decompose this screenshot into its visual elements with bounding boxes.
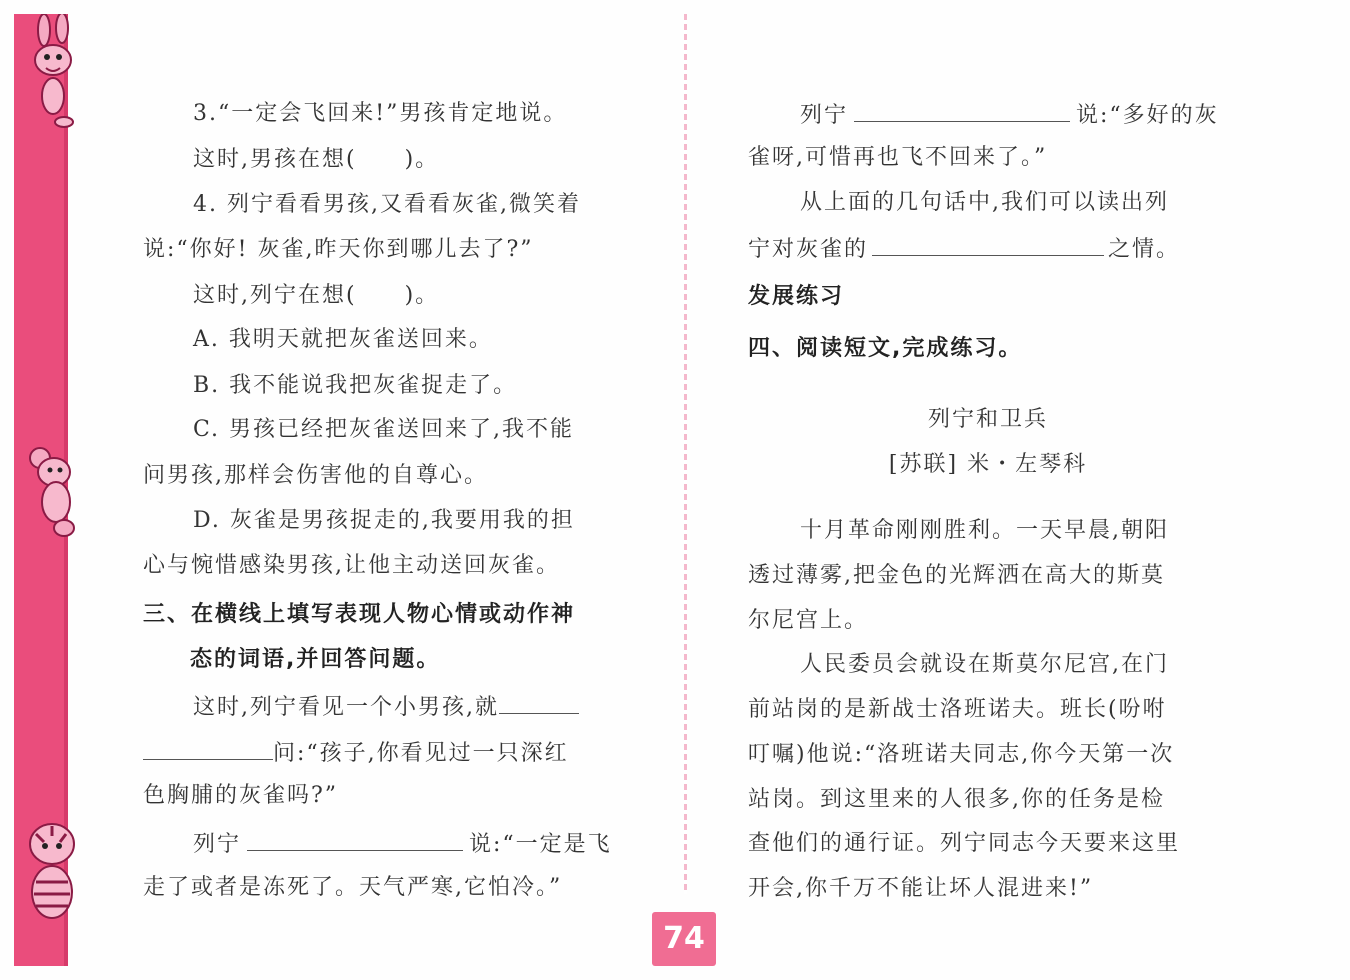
- p2-line4: 站岗。到这里来的人很多,你的任务是检: [748, 787, 1165, 812]
- option-b: B. 我不能说我把灰雀捉走了。: [193, 373, 518, 398]
- section3-heading-line2: 态的词语,并回答问题。: [190, 647, 441, 672]
- story-title: 列宁和卫兵: [927, 407, 1048, 432]
- q4-line3: 这时,列宁在想( )。: [193, 283, 440, 308]
- fill1-text-b: 问:“孩子,你看见过一只深红: [273, 741, 569, 766]
- option-d-line2: 心与惋惜感染男孩,让他主动送回灰雀。: [143, 553, 560, 578]
- infer-blank[interactable]: [872, 233, 1104, 256]
- fill3-blank[interactable]: [854, 99, 1070, 122]
- fill3-line1: [800, 99, 1219, 131]
- fill3-line2: 雀呀,可惜再也飞不回来了。”: [748, 145, 1048, 170]
- fill2-text-a: 列宁: [193, 832, 242, 857]
- story-author: [苏联] 米・左琴科: [888, 452, 1088, 477]
- fill1-line3: 色胸脯的灰雀吗?”: [143, 783, 339, 808]
- section4-heading: 四、阅读短文,完成练习。: [748, 336, 1023, 361]
- q3-line1: 3.“一定会飞回来!”男孩肯定地说。: [193, 101, 568, 126]
- development-practice-heading: 发展练习: [748, 284, 845, 309]
- fill3-text-a: 列宁: [800, 103, 849, 128]
- p2-line6: 开会,你千万不能让坏人混进来!”: [748, 876, 1094, 901]
- q3-line2: 这时,男孩在想( )。: [193, 147, 440, 172]
- fill2-text-b: 说:“一定是飞: [469, 832, 612, 857]
- p1-line2: 透过薄雾,把金色的光辉洒在高大的斯莫: [748, 563, 1165, 588]
- infer-line1: 从上面的几句话中,我们可以读出列: [800, 190, 1169, 215]
- fill2-blank[interactable]: [247, 828, 463, 851]
- page-number: 74: [652, 912, 716, 966]
- rabbit-cartoon-icon: [22, 14, 86, 130]
- center-fold-line: [684, 14, 687, 894]
- tiger-cartoon-icon: [18, 812, 84, 930]
- q4-line1: 4. 列宁看看男孩,又看看灰雀,微笑着: [193, 192, 581, 217]
- fill1-line2: [143, 737, 569, 769]
- fill2-line1: [193, 828, 612, 860]
- option-c-line1: C. 男孩已经把灰雀送回来了,我不能: [193, 417, 575, 442]
- p2-line3: 叮嘱)他说:“洛班诺夫同志,你今天第一次: [748, 742, 1175, 767]
- infer-line2: [748, 233, 1180, 265]
- infer-text-b: 之情。: [1108, 237, 1181, 262]
- p2-line2: 前站岗的是新战士洛班诺夫。班长(吩咐: [748, 697, 1167, 722]
- infer-text-a: 宁对灰雀的: [748, 237, 869, 262]
- p1-line1: 十月革命刚刚胜利。一天早晨,朝阳: [800, 518, 1169, 543]
- mouse-cartoon-icon: [20, 440, 84, 540]
- option-a: A. 我明天就把灰雀送回来。: [193, 327, 493, 352]
- fill1-blank[interactable]: [499, 691, 579, 714]
- fill3-text-b: 说:“多好的灰: [1076, 103, 1219, 128]
- section3-heading-line1: 三、在横线上填写表现人物心情或动作神: [143, 602, 576, 627]
- q4-line2: 说:“你好! 灰雀,昨天你到哪儿去了?”: [143, 237, 534, 262]
- fill2-line2: 走了或者是冻死了。天气严寒,它怕冷。”: [143, 875, 563, 900]
- p2-line1: 人民委员会就设在斯莫尔尼宫,在门: [800, 652, 1169, 677]
- fill1-line1: [193, 691, 579, 723]
- fill1-blank-cont[interactable]: [143, 737, 273, 760]
- p1-line3: 尔尼宫上。: [748, 608, 869, 633]
- p2-line5: 查他们的通行证。列宁同志今天要来这里: [748, 831, 1181, 856]
- option-d-line1: D. 灰雀是男孩捉走的,我要用我的担: [193, 508, 575, 533]
- fill1-text-a: 这时,列宁看见一个小男孩,就: [193, 695, 499, 720]
- option-c-line2: 问男孩,那样会伤害他的自尊心。: [143, 463, 488, 488]
